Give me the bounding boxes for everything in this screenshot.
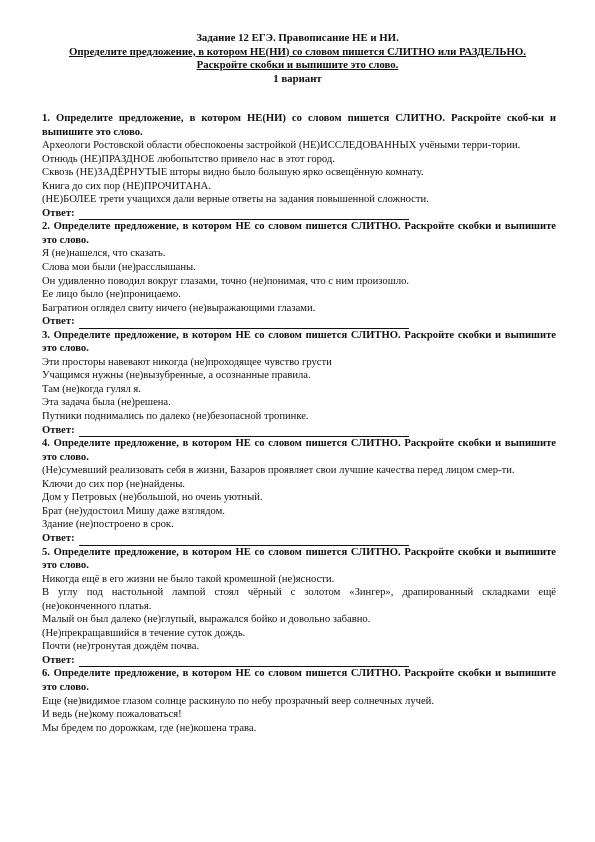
sentence: Археологи Ростовской области обеспокоены застройкой (НЕ)ИССЛЕДОВАННЫХ учёными терри-тории. xyxy=(42,140,521,152)
question-heading: 1. Определите предложение, в котором НЕ(НИ) со словом пишется СЛИТНО. Раскройте скоб-ки и выпишите это слово. xyxy=(42,113,556,138)
answer-blank[interactable] xyxy=(79,656,409,667)
question-6 xyxy=(42,667,556,735)
sentence: (НЕ)БОЛЕЕ трети учащихся дали верные ответы на задания повышенной сложности. xyxy=(42,194,429,206)
question-2 xyxy=(42,220,556,328)
instruction-line-2: Раскройте скобки и выпишите это слово. xyxy=(196,59,399,72)
sentence: Ключи до сих пор (не)найдены. xyxy=(42,478,186,490)
answer-row xyxy=(42,654,556,668)
answer-label: Ответ: xyxy=(42,424,75,436)
answer-blank[interactable] xyxy=(79,535,409,546)
question-3 xyxy=(42,329,556,437)
sentence: Малый он был далеко (не)глупый, выражался бойко и довольно забавно. xyxy=(42,614,371,626)
answer-row xyxy=(42,424,556,438)
sentence: Путники поднимались по далеко (не)безопасной тропинке. xyxy=(42,411,309,423)
question-heading: 3. Определите предложение, в котором НЕ со словом пишется СЛИТНО. Раскройте скобки и выпишите это слово. xyxy=(42,329,556,355)
sentence: Никогда ещё в его жизни не было такой кромешной (не)ясности. xyxy=(42,573,335,585)
sentence: Здание (не)построено в срок. xyxy=(42,519,174,531)
sentence: Учащимся нужны (не)вызубренные, а осознанные правила. xyxy=(42,370,311,382)
sentence: Сквозь (НЕ)ЗАДЁРНУТЫЕ шторы видно было большую ярко освещённую комнату. xyxy=(42,167,424,179)
answer-blank[interactable] xyxy=(79,426,409,437)
sentence: Почти (не)тронутая дождём почва. xyxy=(42,641,200,653)
question-heading: 5. Определите предложение, в котором НЕ со словом пишется СЛИТНО. Раскройте скобки и выпишите это слово. xyxy=(42,546,556,572)
sentence: Еще (не)видимое глазом солнце раскинуло по небу прозрачный веер солнечных лучей. xyxy=(42,695,434,707)
answer-blank[interactable] xyxy=(79,209,409,220)
sentence: Дом у Петровых (не)большой, но очень уютный. xyxy=(42,492,263,504)
page-title: Задание 12 ЕГЭ. Правописание НЕ и НИ. xyxy=(196,32,399,44)
sentence: Слова мои были (не)расслышаны. xyxy=(42,262,196,274)
answer-row xyxy=(42,315,556,329)
sentence: Мы бредем по дорожкам, где (не)кошена трава. xyxy=(42,722,257,734)
sentence: Ее лицо было (не)проницаемо. xyxy=(42,289,181,301)
answer-row xyxy=(42,207,556,221)
answer-blank[interactable] xyxy=(79,318,409,329)
question-5 xyxy=(42,546,556,668)
sentence: Там (не)когда гулял я. xyxy=(42,383,141,395)
sentence: Я (не)нашелся, что сказать. xyxy=(42,248,166,260)
sentence: Эти просторы навевают никогда (не)проходящее чувство грусти xyxy=(42,356,332,368)
question-heading: 2. Определите предложение, в котором НЕ со словом пишется СЛИТНО. Раскройте скобки и выпишите это слово. xyxy=(42,221,556,246)
sentence: Эта задача была (не)решена. xyxy=(42,397,171,409)
sentence: Отнюдь (НЕ)ПРАЗДНОЕ любопытство привело нас в этот город. xyxy=(42,153,335,165)
sentence: В углу под настольной лампой стоял чёрный с золотом «Зингер», драпированный складками ещё (не)оконченного платья. xyxy=(42,587,556,612)
answer-label: Ответ: xyxy=(42,207,75,219)
questions-list xyxy=(42,112,556,735)
answer-label: Ответ: xyxy=(42,316,75,328)
document-header xyxy=(40,32,555,86)
question-1 xyxy=(42,112,556,220)
sentence: (Не)сумевший реализовать себя в жизни, Базаров проявляет свои лучшие качества перед лицом смер-ти. xyxy=(42,465,515,477)
answer-label: Ответ: xyxy=(42,654,75,666)
sentence: Багратион оглядел свиту ничего (не)выражающими глазами. xyxy=(42,302,316,314)
instruction-line-1: Определите предложение, в котором НЕ(НИ) со словом пишется СЛИТНО или РАЗДЕЛЬНО. xyxy=(69,45,526,58)
sentence: Книга до сих пор (НЕ)ПРОЧИТАНА. xyxy=(42,180,211,192)
question-4 xyxy=(42,437,556,545)
answer-row xyxy=(42,532,556,546)
question-heading: 6. Определите предложение, в котором НЕ со словом пишется СЛИТНО. Раскройте скобки и выпишите это слово. xyxy=(42,668,556,693)
answer-label: Ответ: xyxy=(42,532,75,544)
sentence: (Не)прекращавшийся в течение суток дождь. xyxy=(42,627,246,639)
sentence: Он удивленно поводил вокруг глазами, точно (не)понимая, что с ним произошло. xyxy=(42,275,410,287)
question-heading: 4. Определите предложение, в котором НЕ со словом пишется СЛИТНО. Раскройте скобки и выпишите это слово. xyxy=(42,438,556,463)
sentence: И ведь (не)кому пожаловаться! xyxy=(42,709,182,721)
sentence: Брат (не)удостоил Мишу даже взглядом. xyxy=(42,505,225,517)
variant-label: 1 вариант xyxy=(273,72,322,85)
